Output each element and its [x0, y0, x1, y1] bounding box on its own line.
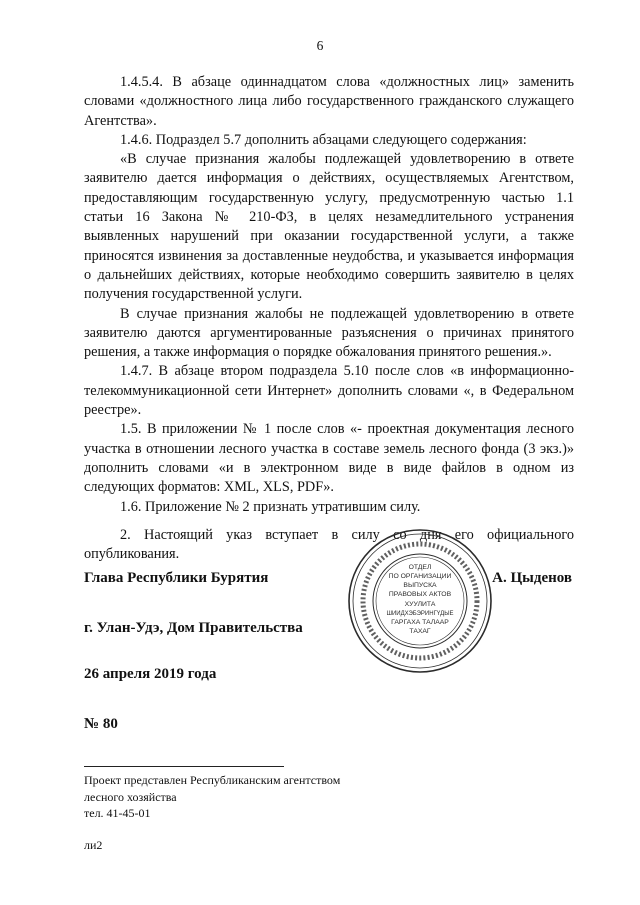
paragraph-1-6: 1.6. Приложение № 2 признать утратившим силу. [120, 498, 421, 515]
stamp-line-1: ОТДЕЛ [408, 564, 432, 571]
footnote [84, 772, 340, 822]
signing-place: г. Улан-Удэ, Дом Правительства [84, 620, 303, 636]
paragraph-1-4-7: 1.4.7. В абзаце втором подраздела 5.10 после слов «в информационно-телекоммуникационной сети Интернет» дополнить словами «, в Федеральном реестре». [84, 363, 574, 419]
stamp-line-2: ПО ОРГАНИЗАЦИИ [388, 573, 452, 580]
stamp-line-5: ХУУЛИТА [404, 601, 436, 608]
footnote-divider [84, 766, 284, 767]
executor-initials: ли2 [84, 838, 103, 852]
stamp-line-3: ВЫПУСКА [403, 582, 437, 589]
official-stamp [346, 527, 494, 675]
footnote-line-2: лесного хозяйства [84, 789, 177, 804]
paragraph-quote-2: В случае признания жалобы не подлежащей удовлетворению в ответе заявителю даются аргументированные разъяснения о причинах принятого решения, а также информация о порядке обжалования принятого решения.». [84, 305, 574, 361]
stamp-line-4: ПРАВОВЫХ АКТОВ [388, 591, 452, 598]
footnote-phone: тел. 41-45-01 [84, 806, 151, 820]
stamp-line-6: ШИИДХЭБЭРИНГҮДЫЕ [386, 611, 454, 617]
paragraph-2: 2. Настоящий указ вступает в силу со дня его официального опубликования. [84, 526, 574, 563]
stamp-line-7: ГАРГАХА ТАЛААР [391, 619, 449, 626]
page-number: 6 [316, 38, 324, 53]
stamp-line-8: ТАХАГ [409, 628, 431, 635]
document-body [84, 73, 574, 564]
paragraph-1-4-6: 1.4.6. Подраздел 5.7 дополнить абзацами следующего содержания: [120, 131, 527, 148]
footnote-line-1: Проект представлен Республиканским агентством [84, 773, 341, 787]
decree-number: № 80 [84, 716, 118, 732]
paragraph-quote-1: «В случае признания жалобы подлежащей удовлетворению в ответе заявителю дается информация о действиях, осуществляемых Агентством, предоставляющим государственную услугу, предусмотренную частью 1.1 статьи 16 Закона № 210-ФЗ, в целях незамедлительного устранения выявленных нарушений при оказании государственной услуги, а также приносятся извинения за доставленные неудобства, и указывается информация о дальнейших действиях, которые необходимо совершить заявителю в целях получения государственной услуги. [84, 151, 574, 303]
signatory-position: Глава Республики Бурятия [84, 570, 269, 586]
paragraph-1-5: 1.5. В приложении № 1 после слов «- проектная документация лесного участка в отношении лесного участка в составе земель лесного фонда (3 экз.)» дополнить словами «и в электронном виде в виде файлов в одном из следующих форматов: XML, XLS, PDF». [84, 421, 574, 496]
paragraph-1-4-5-4: 1.4.5.4. В абзаце одиннадцатом слова «должностных лиц» заменить словами «должностного лица либо государственного гражданского служащего Агентства». [84, 74, 574, 129]
signatory-name: А. Цыденов [492, 570, 572, 586]
signing-date: 26 апреля 2019 года [84, 666, 217, 682]
